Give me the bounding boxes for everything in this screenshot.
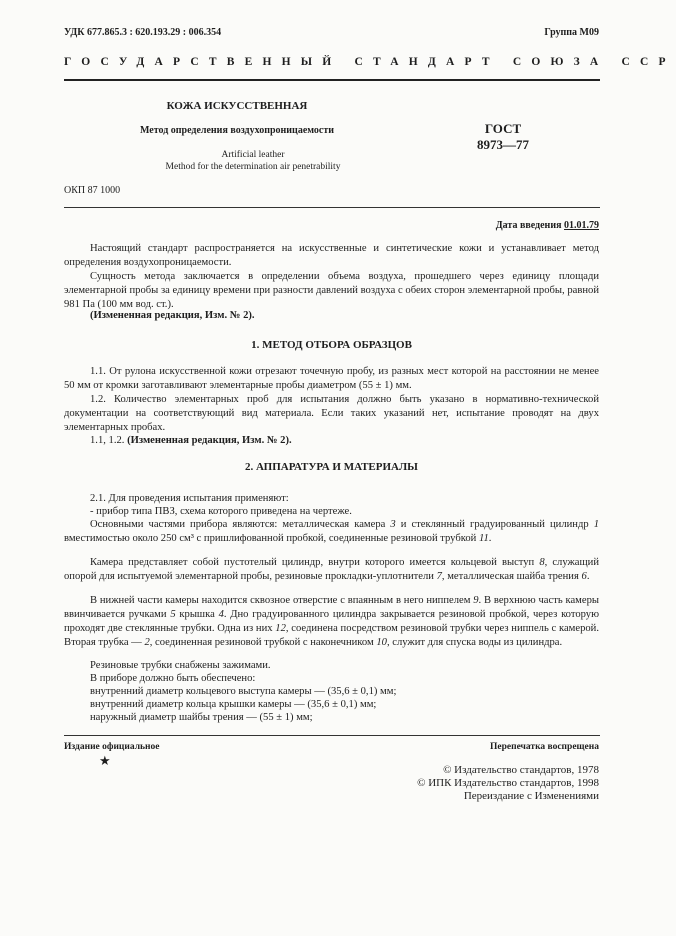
section-2-paragraph-1: 2.1. Для проведения испытания применяют:	[90, 493, 289, 504]
copyright-1998: © ИПК Издательство стандартов, 1998	[417, 777, 599, 789]
group-code: Группа М09	[544, 27, 599, 38]
section-1-paragraph-2: 1.2. Количество элементарных проб для испытания должно быть указано в нормативно-технической документации на соответствующий вид материала. Если таких указаний нет, испытание проводят на двух элементарных пробах.	[64, 394, 599, 433]
intro-paragraph-1: Настоящий стандарт распространяется на искусственные и синтетические кожи и устанавливает метод определения воздухопроницаемости.	[64, 243, 599, 268]
intro-paragraph-2: Сущность метода заключается в определении объема воздуха, прошедшего через единицу площади элементарной пробы за единицу времени при разности давлений воздуха с обеих сторон элементарной пробы, равной 981 Па (100 мм вод. ст.).	[64, 271, 599, 310]
section-1-amendment-prefix: 1.1, 1.2.	[90, 435, 125, 446]
header-rule	[64, 79, 600, 81]
state-standard-heading: ГОСУДАРСТВЕННЫЙ СТАНДАРТ СОЮЗА ССР	[64, 56, 676, 68]
star-mark: ★	[99, 753, 111, 768]
intro-amendment-note: (Измененная редакция, Изм. № 2).	[90, 310, 255, 321]
copyright-1978: © Издательство стандартов, 1978	[443, 764, 599, 776]
english-subtitle: Method for the determination air penetrability	[165, 162, 341, 172]
section-2-paragraph-7: В приборе должно быть обеспечено:	[90, 673, 256, 684]
section-2-paragraph-5: В нижней части камеры находится сквозное отверстие с впаянным в него ниппелем 9. В верхнюю часть камеры ввинчивается ручками 5 крышка 4. Дно градуированного цилиндра закрывается резиновой пробкой, через которую проходят две стеклянные трубки. Одна из них 12, соединена посредством резиновой трубки через ниппель с камерой. Вторая трубка — 2, соединенная резиновой трубкой с наконечником 10, служит для спуска воды из цилиндра.	[64, 595, 599, 648]
section-2-paragraph-6: Резиновые трубки снабжены зажимами.	[90, 660, 271, 671]
section-1-paragraph-1: 1.1. От рулона искусственной кожи отрезают точечную пробу, из разных мест которой на расстоянии не менее 50 мм от кромки заготавливают элементарные пробы диаметром (55 ± 1) мм.	[64, 366, 599, 391]
reissue-note: Переиздание с Изменениями	[463, 790, 599, 802]
section-2-heading: 2. АППАРАТУРА И МАТЕРИАЛЫ	[245, 461, 418, 473]
intro-date	[496, 220, 599, 231]
section-2-paragraph-4: Камера представляет собой пустотелый цилиндр, внутри которого имеется кольцевой выступ 8, служащий опорой для испытуемой элементарной пробы, резиновые прокладки-уплотнители 7, металлическая шайба трения 6.	[64, 557, 599, 582]
intro-date-label: Дата введения	[495, 220, 562, 231]
document-subtitle: Метод определения воздухопроницаемости	[139, 125, 335, 136]
gost-number: 8973—77	[477, 137, 529, 152]
okp-code: ОКП 87 1000	[64, 185, 121, 196]
section-2-list-item-3: наружный диаметр шайбы трения — (55 ± 1) мм;	[90, 712, 313, 723]
section-1-heading: 1. МЕТОД ОТБОРА ОБРАЗЦОВ	[251, 339, 412, 351]
footer-rule	[64, 735, 600, 736]
section-2-paragraph-3: Основными частями прибора являются: металлическая камера 3 и стеклянный градуированный цилиндр 1 вместимостью около 250 см³ с пришлифованной пробкой, соединенные резиновой трубкой 11.	[64, 519, 600, 544]
title-rule	[64, 207, 600, 208]
section-1-amendment	[64, 434, 599, 448]
udk-code: УДК 677.865.3 : 620.193.29 : 006.354	[64, 27, 222, 38]
document-title: КОЖА ИСКУССТВЕННАЯ	[166, 100, 308, 112]
section-1-amendment-note: (Измененная редакция, Изм. № 2).	[127, 435, 292, 446]
reprint-prohibited-label: Перепечатка воспрещена	[489, 742, 599, 752]
section-2-paragraph-2: - прибор типа ПВЗ, схема которого приведена на чертеже.	[90, 506, 352, 517]
intro-date-value: 01.01.79	[564, 220, 599, 231]
gost-label: ГОСТ	[484, 121, 522, 136]
section-2-list-item-1: внутренний диаметр кольцевого выступа камеры — (35,6 ± 0,1) мм;	[90, 686, 397, 697]
official-edition-label: Издание официальное	[64, 742, 160, 752]
section-2-list-item-2: внутренний диаметр кольца крышки камеры — (35,6 ± 0,1) мм;	[90, 699, 377, 710]
english-title: Artificial leather	[221, 150, 285, 160]
